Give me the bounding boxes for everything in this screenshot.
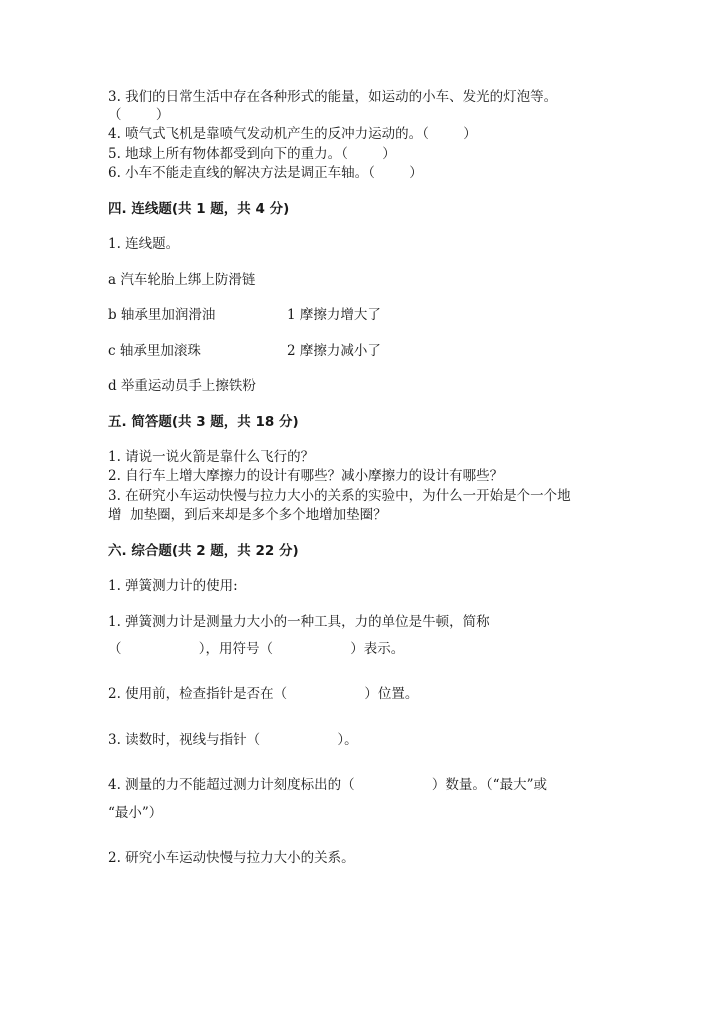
section6-sub4-line2: “最小”） <box>108 805 163 821</box>
section6-heading: 六. 综合题(共 2 题，共 22 分) <box>108 543 299 559</box>
match-left-b: b 轴承里加润滑油 <box>108 307 216 323</box>
section5-heading: 五. 简答题(共 3 题，共 18 分) <box>108 414 299 430</box>
judge-q4: 4. 喷气式飞机是靠喷气发动机产生的反冲力运动的。（ ） <box>108 126 477 142</box>
match-right-2: 2 摩擦力减小了 <box>287 343 381 359</box>
section6-sub1-line1: 1. 弹簧测力计是测量力大小的一种工具，力的单位是牛顿，简称 <box>108 614 490 630</box>
section5-q2: 2. 自行车上增大摩擦力的设计有哪些？减小摩擦力的设计有哪些？ <box>108 468 504 484</box>
section4-q1: 1. 连线题。 <box>108 236 180 252</box>
judge-q6: 6. 小车不能走直线的解决方法是调正车轴。（ ） <box>108 165 423 181</box>
match-right-1: 1 摩擦力增大了 <box>287 307 381 323</box>
section4-heading: 四. 连线题(共 1 题，共 4 分) <box>108 201 290 217</box>
section5-q1: 1. 请说一说火箭是靠什么飞行的？ <box>108 449 315 465</box>
section6-sub2: 2. 使用前，检查指针是否在（ ）位置。 <box>108 686 419 702</box>
match-left-d: d 举重运动员手上擦铁粉 <box>108 378 256 394</box>
section6-q2-title: 2. 研究小车运动快慢与拉力大小的关系。 <box>108 850 355 866</box>
section5-q3-line2: 增 加垫圈，到后来却是多个多个地增加垫圈？ <box>108 507 387 523</box>
section5-q3-line1: 3. 在研究小车运动快慢与拉力大小的关系的实验中，为什么一开始是个一个地 <box>108 488 571 504</box>
section6-q1-title: 1. 弹簧测力计的使用: <box>108 578 238 594</box>
judge-q3-line1: 3. 我们的日常生活中存在各种形式的能量，如运动的小车、发光的灯泡等。 <box>108 89 558 105</box>
section6-sub1-line2: （ ），用符号（ ）表示。 <box>108 641 405 657</box>
match-left-a: a 汽车轮胎上绑上防滑链 <box>108 272 256 288</box>
match-left-c: c 轴承里加滚珠 <box>108 343 201 359</box>
section6-sub4-line1: 4. 测量的力不能超过测力计刻度标出的（ ）数量。（“最大”或 <box>108 777 547 793</box>
section6-sub3: 3. 读数时，视线与指针（ ）。 <box>108 732 358 748</box>
judge-q3-line2: （ ） <box>108 107 170 123</box>
judge-q5: 5. 地球上所有物体都受到向下的重力。（ ） <box>108 146 396 162</box>
